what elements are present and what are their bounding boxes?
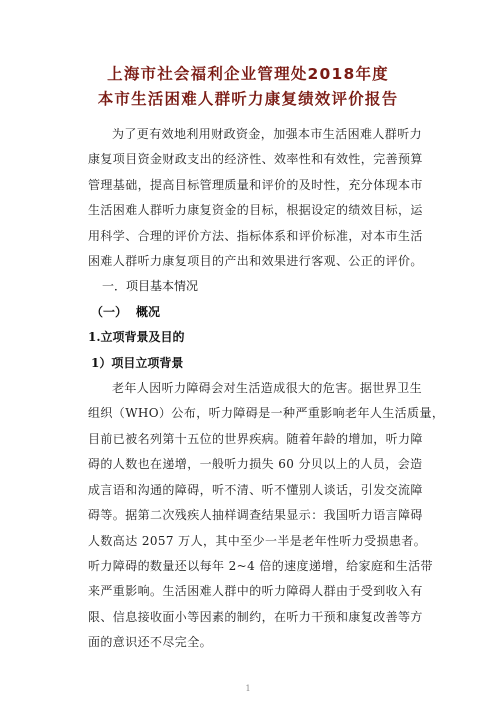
background-line: 碍等。据第二次残疾人抽样调查结果显示：我国听力语言障碍 bbox=[88, 508, 423, 523]
background-line: 面的意识还不尽完全。 bbox=[88, 635, 213, 650]
section-heading-2-text: 概况 bbox=[136, 304, 161, 319]
background-paragraph bbox=[88, 376, 445, 655]
background-line: 老年人因听力障碍会对生活造成很大的危害。据世界卫生 bbox=[112, 381, 423, 396]
section-heading-2 bbox=[88, 300, 414, 325]
background-line: 来严重影响。生活困难人群中的听力障碍人群由于受到收入有 bbox=[88, 584, 423, 599]
intro-line: 康复项目资金财政支出的经济性、效率性和有效性，完善预算 bbox=[88, 152, 423, 167]
background-line: 人数高达 2057 万人，其中至少一半是老年性听力受损患者。 bbox=[88, 533, 427, 548]
background-line: 听力障碍的数量还以每年 2~4 倍的速度递增，给家庭和生活带 bbox=[88, 558, 433, 573]
report-body bbox=[88, 122, 445, 656]
section-heading-2-number: （一） bbox=[91, 304, 128, 319]
intro-line: 为了更有效地利用财政资金，加强本市生活困难人群听力 bbox=[112, 127, 423, 141]
intro-line: 管理基础，提高目标管理质量和评价的及时性，充分体现本市 bbox=[88, 177, 423, 192]
section-heading-4: 1）项目立项背景 bbox=[91, 355, 184, 370]
page-number: 1 bbox=[245, 684, 251, 693]
report-title-line-1: 上海市社会福利企业管理处2018年度 bbox=[107, 65, 389, 83]
intro-line: 生活困难人群听力康复资金的目标，根据设定的绩效目标，运 bbox=[88, 203, 423, 218]
intro-paragraph bbox=[88, 122, 423, 274]
section-heading-3: 1.立项背景及目的 bbox=[88, 330, 185, 345]
background-line: 成言语和沟通的障碍，听不清、听不懂别人谈话，引发交流障 bbox=[88, 482, 423, 497]
background-line: 碍的人数也在递增，一般听力损失 60 分贝以上的人员，会造 bbox=[88, 457, 423, 472]
background-line: 限、信息接收面小等因素的制约，在听力干预和康复改善等方 bbox=[88, 609, 423, 624]
background-line: 组织（WHO）公布，听力障碍是一种严重影响老年人生活质量， bbox=[88, 406, 445, 421]
background-line: 目前已被名列第十五位的世界疾病。随着年龄的增加，听力障 bbox=[88, 431, 423, 446]
section-heading-1: 一．项目基本情况 bbox=[102, 279, 199, 294]
intro-line: 用科学、合理的评价方法、指标体系和评价标准，对本市生活 bbox=[88, 228, 423, 243]
report-title-line-2: 本市生活困难人群听力康复绩效评价报告 bbox=[97, 90, 399, 108]
intro-line: 困难人群听力康复项目的产出和效果进行客观、公正的评价。 bbox=[88, 254, 423, 269]
